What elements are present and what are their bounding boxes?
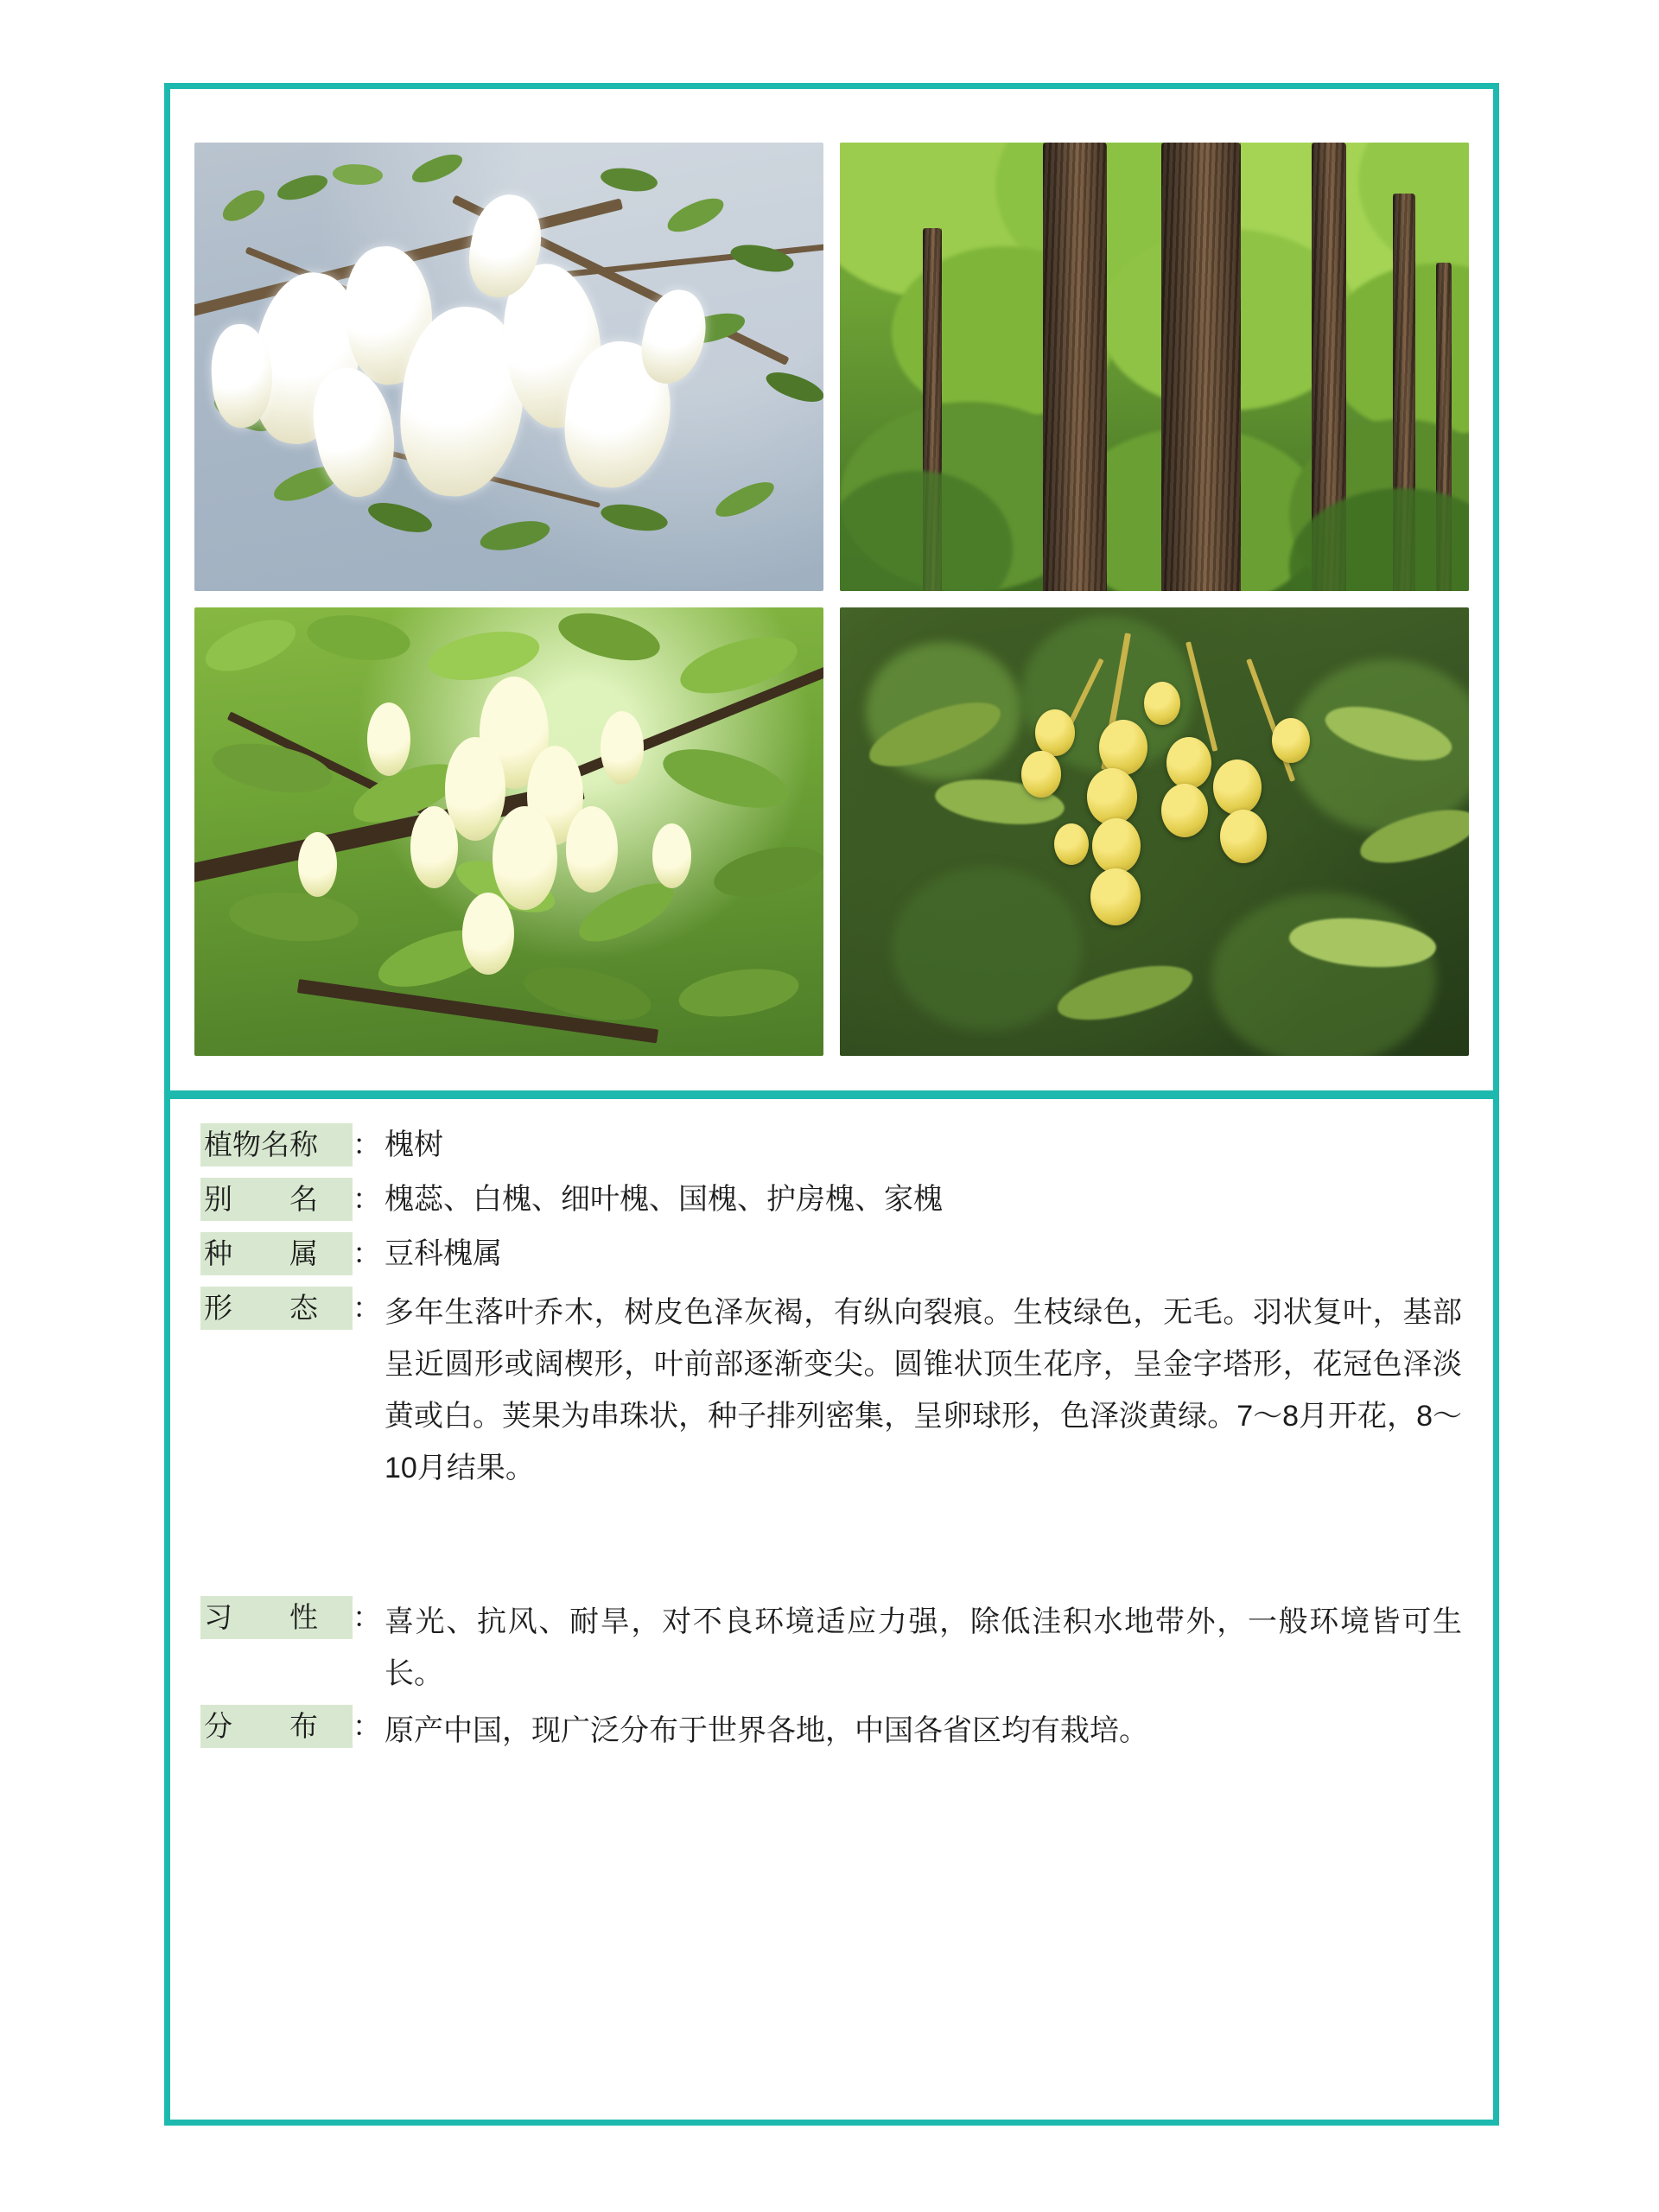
info-row-habit	[200, 1596, 1462, 1700]
value-habit: 喜光、抗风、耐旱，对不良环境适应力强，除低洼积水地带外，一般环境皆可生长。	[385, 1605, 1462, 1690]
plant-info-list	[200, 1123, 1462, 2100]
value-genus: 豆科槐属	[385, 1237, 502, 1270]
colon-morphology: ：	[353, 1292, 381, 1324]
info-row-morphology	[200, 1287, 1462, 1494]
photo-yellow-pods	[840, 607, 1469, 1056]
label-morphology: 形 态	[200, 1287, 353, 1330]
info-row-plant-name	[200, 1123, 1462, 1166]
label-distribution: 分 布	[200, 1705, 353, 1748]
value-distribution: 原产中国，现广泛分布于世界各地，中国各省区均有栽培。	[385, 1714, 1148, 1747]
info-row-distribution	[200, 1705, 1462, 1757]
label-alias: 别 名	[200, 1178, 353, 1221]
photo-flowers-blossom	[194, 143, 823, 591]
value-plant-name: 槐树	[385, 1128, 443, 1161]
info-row-genus	[200, 1232, 1462, 1275]
label-habit: 习 性	[200, 1596, 353, 1639]
value-morphology: 多年生落叶乔木，树皮色泽灰褐，有纵向裂痕。生枝绿色，无毛。羽状复叶，基部呈近圆形或阔楔形，叶前部逐渐变尖。圆锥状顶生花序，呈金字塔形，花冠色泽淡黄或白。荚果为串珠状，种子排列密集，呈卵球形，色泽淡黄绿。7〜8月开花，8〜10月结果。	[385, 1296, 1462, 1484]
colon-habit: ：	[353, 1601, 381, 1633]
colon-alias: ：	[353, 1183, 381, 1215]
photo-forest-trunks	[840, 143, 1469, 591]
colon-genus: ：	[353, 1237, 381, 1269]
photo-grid	[194, 143, 1469, 1081]
label-plant-name: 植物名称	[200, 1123, 353, 1166]
section-spacer	[200, 1494, 1462, 1596]
colon-distribution: ：	[353, 1710, 381, 1742]
info-row-alias	[200, 1178, 1462, 1221]
label-genus: 种 属	[200, 1232, 353, 1275]
colon-plant-name: ：	[353, 1128, 381, 1160]
value-alias: 槐蕊、白槐、细叶槐、国槐、护房槐、家槐	[385, 1183, 943, 1216]
photo-canopy-flowering	[194, 607, 823, 1056]
